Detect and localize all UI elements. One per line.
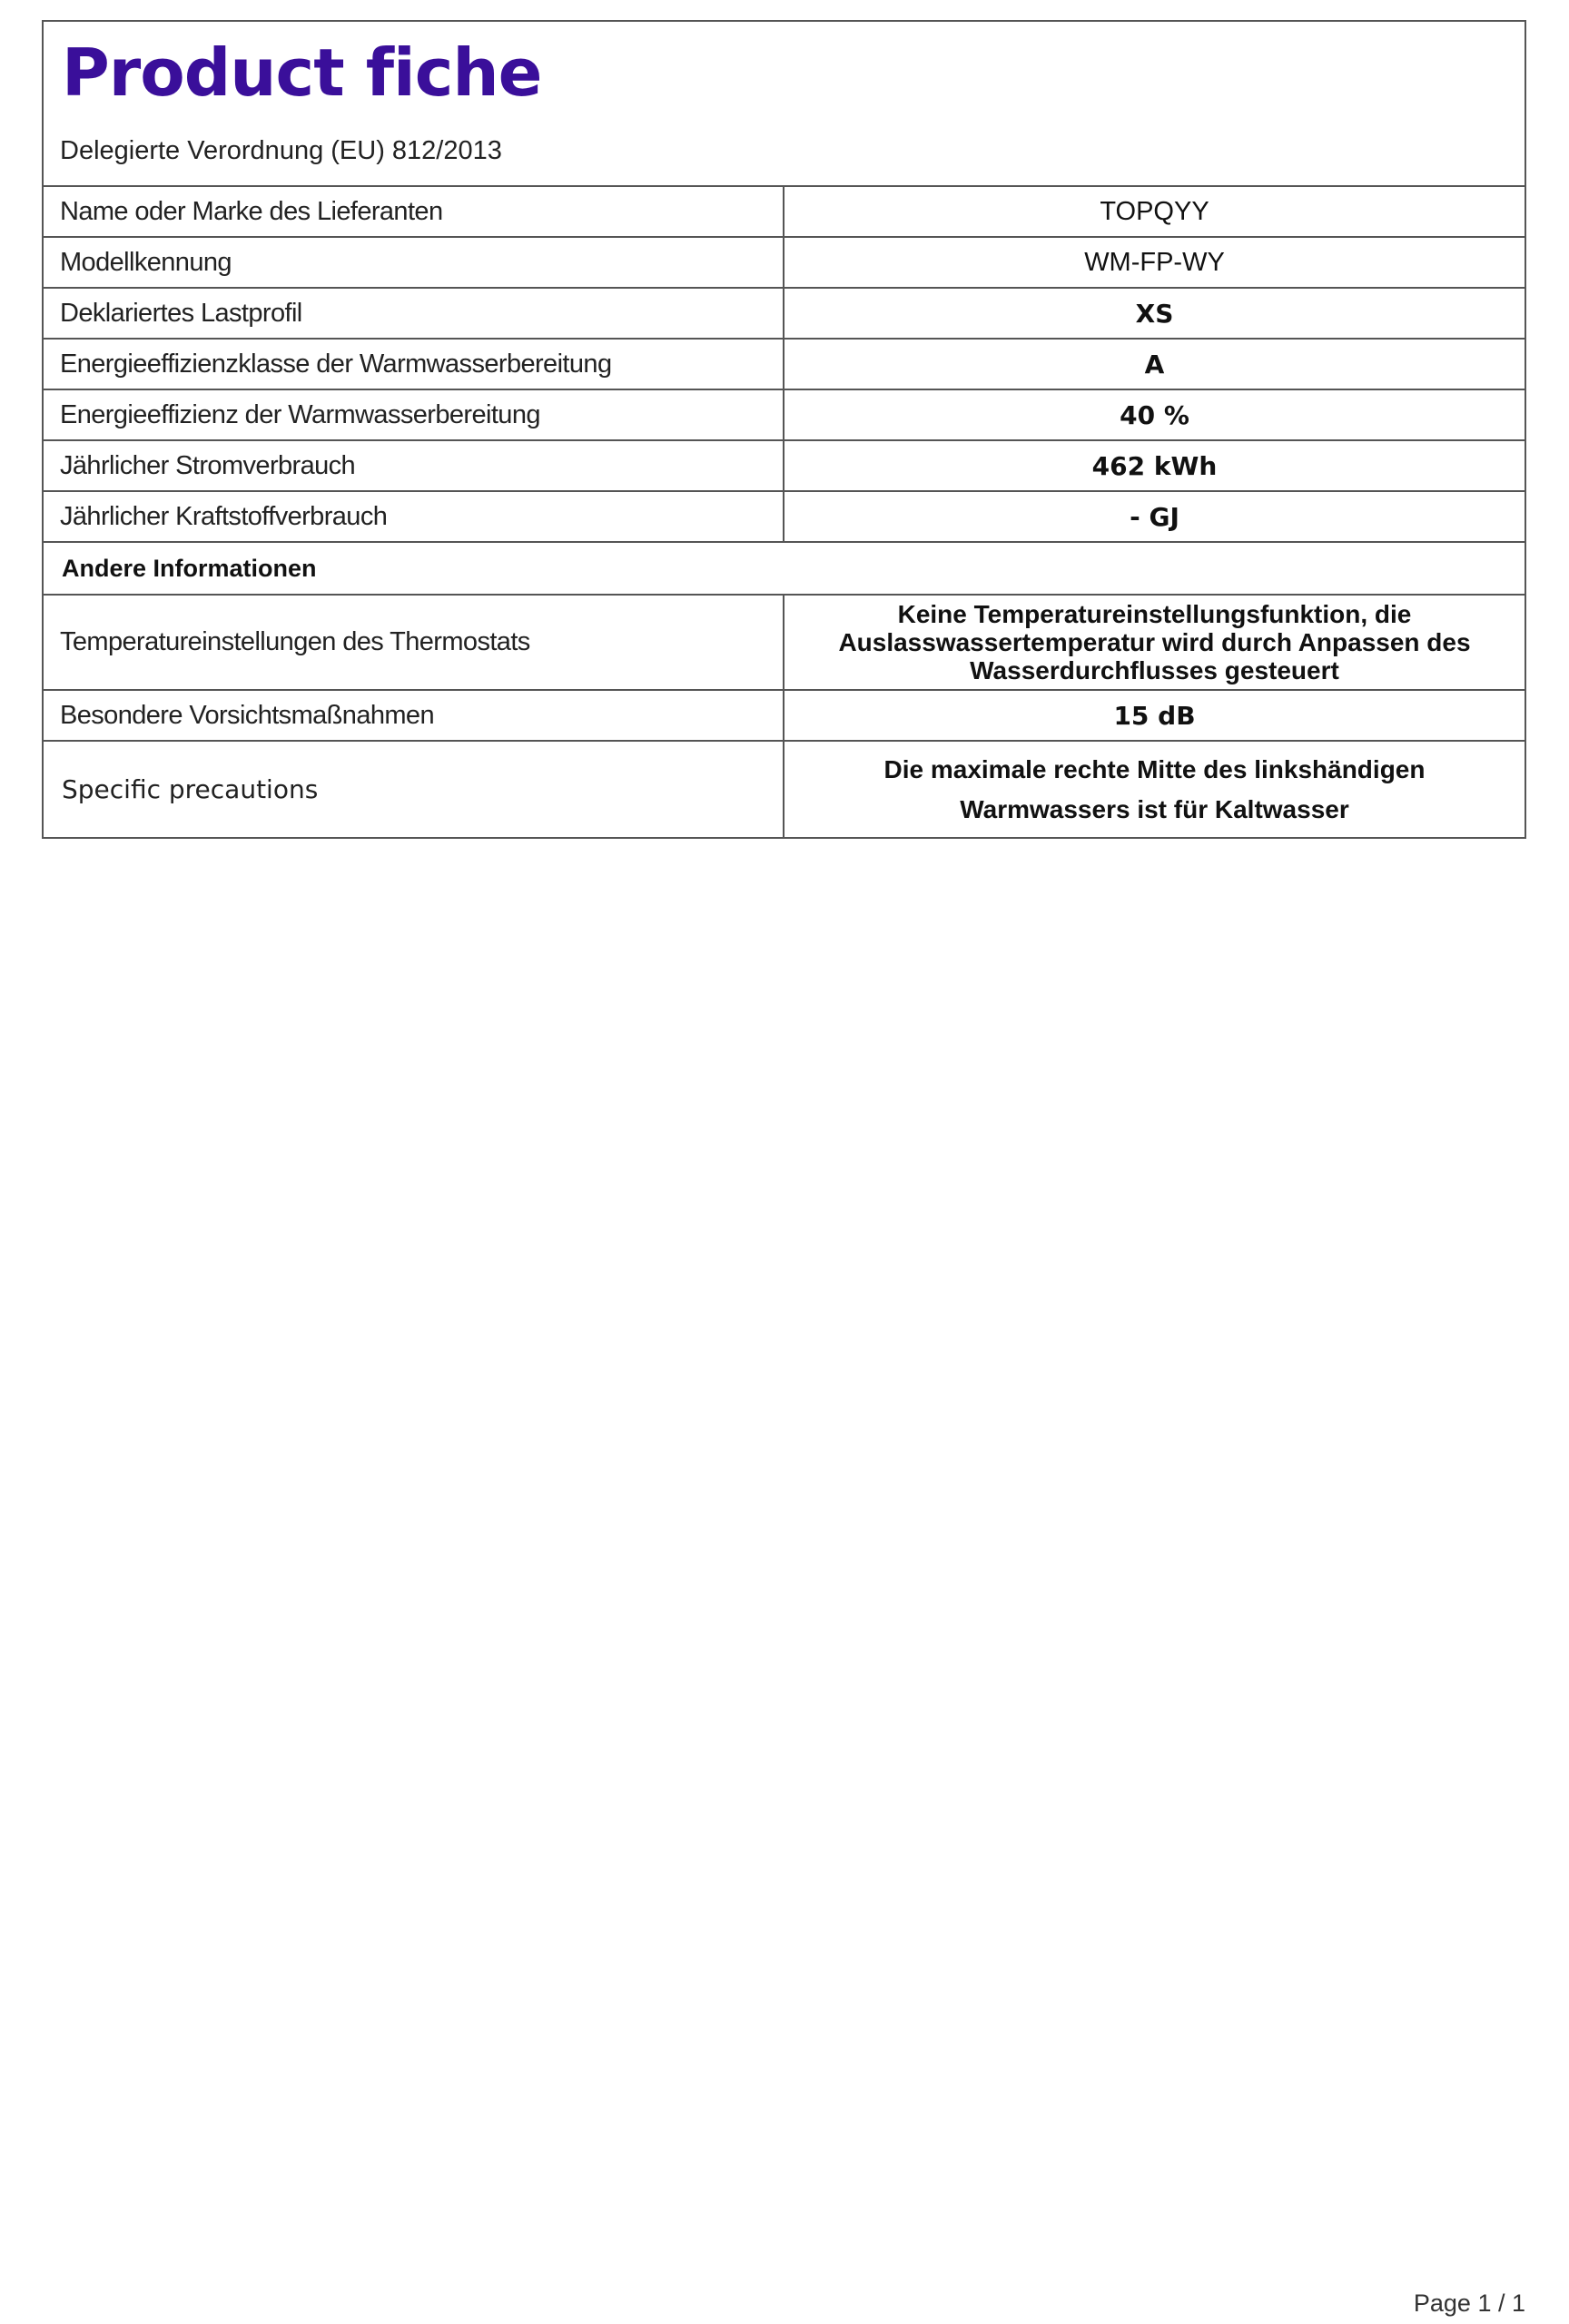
row-value: 15 dB [1113,700,1196,731]
section-title-other-info: Andere Informationen [44,543,1525,596]
row-value: - GJ [1130,501,1179,532]
row-label: Energieeffizienz der Warmwasserbereitung [44,390,784,439]
page-number: Page 1 / 1 [1413,2290,1525,2317]
row-value: TOPQYY [1100,196,1209,226]
row-value: 40 % [1120,399,1189,430]
row-label: Jährlicher Kraftstoffverbrauch [44,492,784,541]
row-label: Name oder Marke des Lieferanten [44,187,784,236]
row-value: Keine Temperatureinstellungsfunktion, die Auslasswassertemperatur wird durch Anpassen des Wasserdurchflusses gesteuert [838,600,1471,684]
row-label: Deklariertes Lastprofil [44,289,784,338]
table-row-efficiency-class [44,340,1525,390]
row-label: Besondere Vorsichtsmaßnahmen [44,691,784,740]
regulation-subtitle: Delegierte Verordnung (EU) 812/2013 [60,136,502,165]
row-label: Temperatureinstellungen des Thermostats [44,596,784,689]
row-value: XS [1135,298,1174,329]
row-value: A [1144,349,1165,379]
row-label: Energieeffizienzklasse der Warmwasserbereitung [44,340,784,389]
table-row-supplier [44,187,1525,238]
table-row-thermostat [44,596,1525,691]
table-row-load-profile [44,289,1525,340]
fiche-header [44,22,1525,187]
row-value: WM-FP-WY [1084,247,1225,277]
row-value: Die maximale rechte Mitte des linkshändigen Warmwassers ist für Kaltwasser [883,754,1426,823]
table-row-electricity [44,441,1525,492]
table-row-efficiency [44,390,1525,441]
table-row-precautions-de [44,691,1525,742]
table-row-fuel [44,492,1525,543]
page-title: Product fiche [62,34,542,111]
row-label: Specific precautions [44,742,784,837]
row-value: 462 kWh [1091,450,1218,481]
row-label: Jährlicher Stromverbrauch [44,441,784,490]
table-row-model [44,238,1525,289]
row-label: Modellkennung [44,238,784,287]
table-row-precautions-en [44,742,1525,837]
product-fiche-table [42,20,1526,839]
